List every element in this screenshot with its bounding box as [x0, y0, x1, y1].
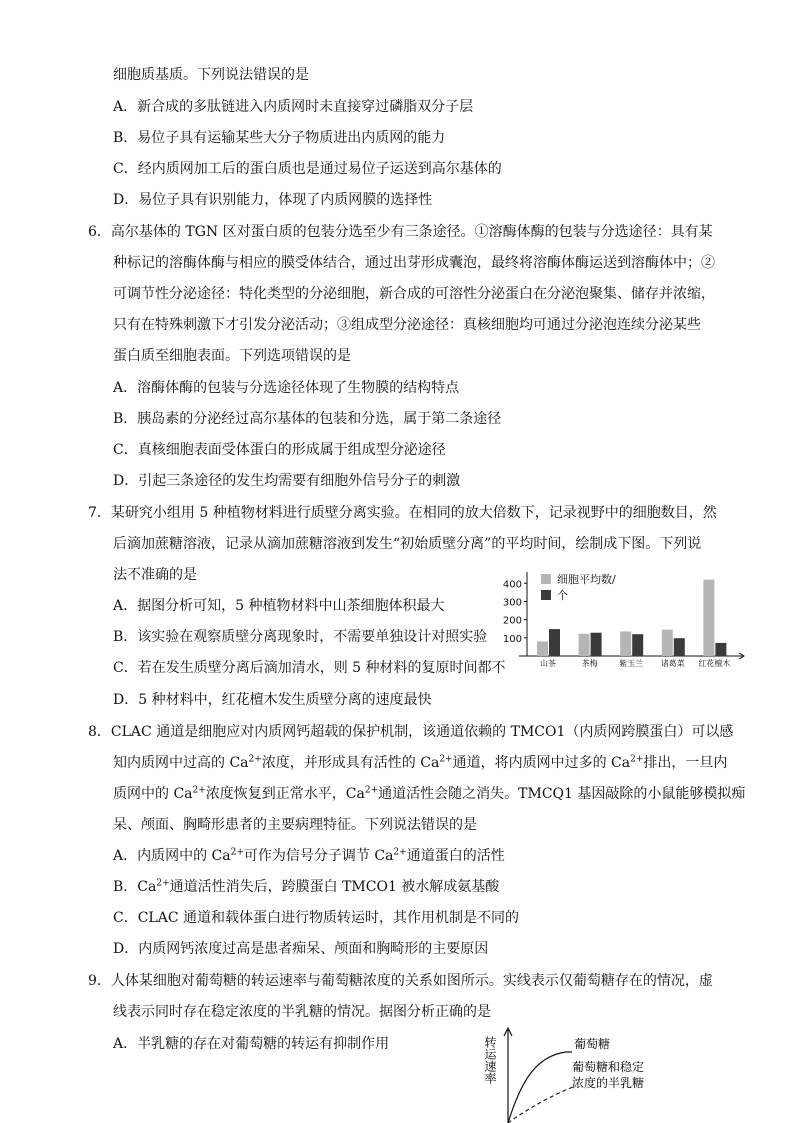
superscript: 2+: [248, 754, 262, 765]
superscript: 2+: [364, 785, 379, 796]
glucose-curve: [508, 1052, 572, 1123]
bar: [537, 641, 548, 656]
legend-swatch-light: [541, 574, 551, 584]
q6-option-a: A．溶酶体酶的包装与分选途径体现了生物膜的结构特点: [113, 380, 460, 396]
legend-label-2: 个: [557, 589, 568, 602]
glucose-galactose-label-1: 葡萄糖和稳定: [572, 1060, 645, 1074]
q7-line-3: 法不准确的是: [113, 567, 197, 583]
q7-option-b: B．该实验在观察质壁分离现象时，不需要单独设计对照实验: [113, 629, 488, 645]
bar: [715, 643, 726, 656]
q6-line-2: 种标记的溶酶体酶与相应的膜受体结合，通过出芽形成囊泡，最终将溶酶体酶运送到溶酶体中；②: [113, 255, 715, 271]
q9-option-a: A．半乳糖的存在对葡萄糖的转运有抑制作用: [113, 1036, 390, 1052]
q8-line-2b: 浓度，并形成具有活性的 Ca: [261, 755, 440, 771]
q5-stem: 细胞质基质。下列说法错误的是: [113, 67, 309, 83]
q8-option-a: [113, 846, 505, 866]
legend-label-1: 细胞平均数/: [557, 573, 616, 586]
superscript: 2+: [230, 847, 244, 858]
category-label: 茶梅: [581, 659, 598, 668]
category-label: 紫玉兰: [619, 659, 644, 668]
superscript: 2+: [439, 754, 453, 765]
q8-option-a-1: A．内质网中的 Ca: [113, 848, 231, 864]
q6-line-5: 蛋白质至细胞表面。下列选项错误的是: [113, 348, 351, 364]
bar: [579, 634, 590, 656]
q7-line-1: 7．某研究小组用 5 种植物材料进行质壁分离实验。在相同的放大倍数下，记录视野中的细胞数目，然: [88, 505, 717, 521]
y-axis-label: 转运速率: [483, 1036, 497, 1084]
q7-option-c: C．若在发生质壁分离后滴加清水，则 5 种材料的复原时间都不同: [113, 660, 520, 676]
y-tick-label: 300: [502, 597, 522, 609]
q7-bar-chart: [502, 568, 745, 676]
q6-option-b: B．胰岛素的分泌经过高尔基体的包装和分选，属于第二条途径: [113, 411, 502, 427]
q8-line-3c: 通道活性会随之消失。TMCQ1 基因敲除的小鼠能够模拟痴: [378, 786, 746, 802]
q9-line-2: 线表示同时存在稳定浓度的半乳糖的情况。据图分析正确的是: [113, 1004, 491, 1020]
q8-line-3b: 浓度恢复到正常水平，Ca: [205, 786, 365, 802]
q7-option-d: D．5 种材料中，红花檀木发生质壁分离的速度最快: [113, 692, 432, 708]
q8-option-c: C．CLAC 通道和载体蛋白进行物质转运时，其作用机制是不同的: [113, 910, 519, 926]
q8-option-a-3: 通道蛋白的活性: [406, 848, 505, 864]
q8-option-b-2: 通道活性消失后，跨膜蛋白 TMCO1 被水解成氨基酸: [169, 879, 500, 895]
q8-line-2: [113, 753, 727, 773]
category-label: 红花檀木: [698, 659, 731, 668]
superscript: 2+: [192, 785, 206, 796]
q5-option-b: B．易位子具有运输某些大分子物质进出内质网的能力: [113, 130, 446, 146]
q8-line-2c: 通道，将内质网中过多的 Ca: [452, 755, 631, 771]
q8-option-b-1: B．Ca: [113, 879, 157, 895]
glucose-galactose-curve: [508, 1086, 576, 1123]
q5-option-a: A．新合成的多肽链进入内质网时未直接穿过磷脂双分子层: [113, 99, 474, 115]
q8-line-4: 呆、颅面、胸畸形患者的主要病理特征。下列说法错误的是: [113, 817, 477, 833]
y-tick-label: 200: [502, 615, 522, 627]
q5-option-c: C．经内质网加工后的蛋白质也是通过易位子运送到高尔基体的: [113, 161, 502, 177]
q8-line-2a: 知内质网中过高的 Ca: [113, 755, 249, 771]
category-label: 诸葛菜: [660, 659, 685, 668]
q9-transport-graph: [483, 1026, 666, 1123]
q8-line-2d: 排出，一旦内: [643, 755, 728, 771]
y-tick-label: 400: [502, 579, 522, 591]
bar: [662, 630, 673, 656]
q7-option-a: A．据图分析可知，5 种植物材料中山茶细胞体积最大: [113, 598, 445, 614]
glucose-galactose-label-2: 浓度的半乳糖: [572, 1076, 645, 1090]
bar: [620, 631, 631, 656]
q8-line-1: 8．CLAC 通道是细胞应对内质网钙超载的保护机制，该通道依赖的 TMCO1（内质网跨膜蛋白）可以感: [88, 724, 734, 740]
q8-option-b: [113, 877, 499, 897]
bar: [674, 638, 685, 656]
q6-line-4: 只有在特殊刺激下才引发分泌活动；③组成型分泌途径：真核细胞均可通过分泌泡连续分泌某些: [113, 317, 701, 333]
q6-line-3: 可调节性分泌途径：特化类型的分泌细胞，新合成的可溶性分泌蛋白在分泌泡聚集、储存并浓缩，: [113, 286, 715, 302]
superscript: 2+: [393, 847, 407, 858]
q5-option-d: D．易位子具有识别能力，体现了内质网膜的选择性: [113, 192, 433, 208]
superscript: 2+: [630, 754, 644, 765]
q6-line-1: 6．高尔基体的 TGN 区对蛋白质的包装分选至少有三条途径。①溶酶体酶的包装与分选途径：具有某: [88, 224, 713, 240]
q7-line-2: 后滴加蔗糖溶液，记录从滴加蔗糖溶液到发生“初始质壁分离”的平均时间，绘制成下图。下列说: [113, 536, 702, 552]
q8-line-3: [113, 784, 745, 804]
legend-swatch-dark: [541, 590, 551, 600]
q8-line-3a: 质网中的 Ca: [113, 786, 193, 802]
q8-option-d: D．内质网钙浓度过高是患者痴呆、颅面和胸畸形的主要原因: [113, 941, 489, 957]
glucose-label: 葡萄糖: [574, 1037, 611, 1051]
superscript: 2+: [156, 878, 170, 889]
q9-line-1: 9．人体某细胞对葡萄糖的转运速率与葡萄糖浓度的关系如图所示。实线表示仅葡萄糖存在的情况，虚: [88, 973, 713, 989]
bar: [632, 634, 643, 656]
category-label: 山茶: [540, 659, 556, 668]
q8-option-a-2: 可作为信号分子调节 Ca: [243, 848, 394, 864]
bar: [703, 580, 714, 656]
bar: [549, 629, 560, 656]
y-tick-label: 100: [502, 633, 522, 645]
bar: [591, 633, 602, 656]
q6-option-d: D．引起三条途径的发生均需要有细胞外信号分子的刺激: [113, 473, 461, 489]
q6-option-c: C．真核细胞表面受体蛋白的形成属于组成型分泌途径: [113, 442, 446, 458]
